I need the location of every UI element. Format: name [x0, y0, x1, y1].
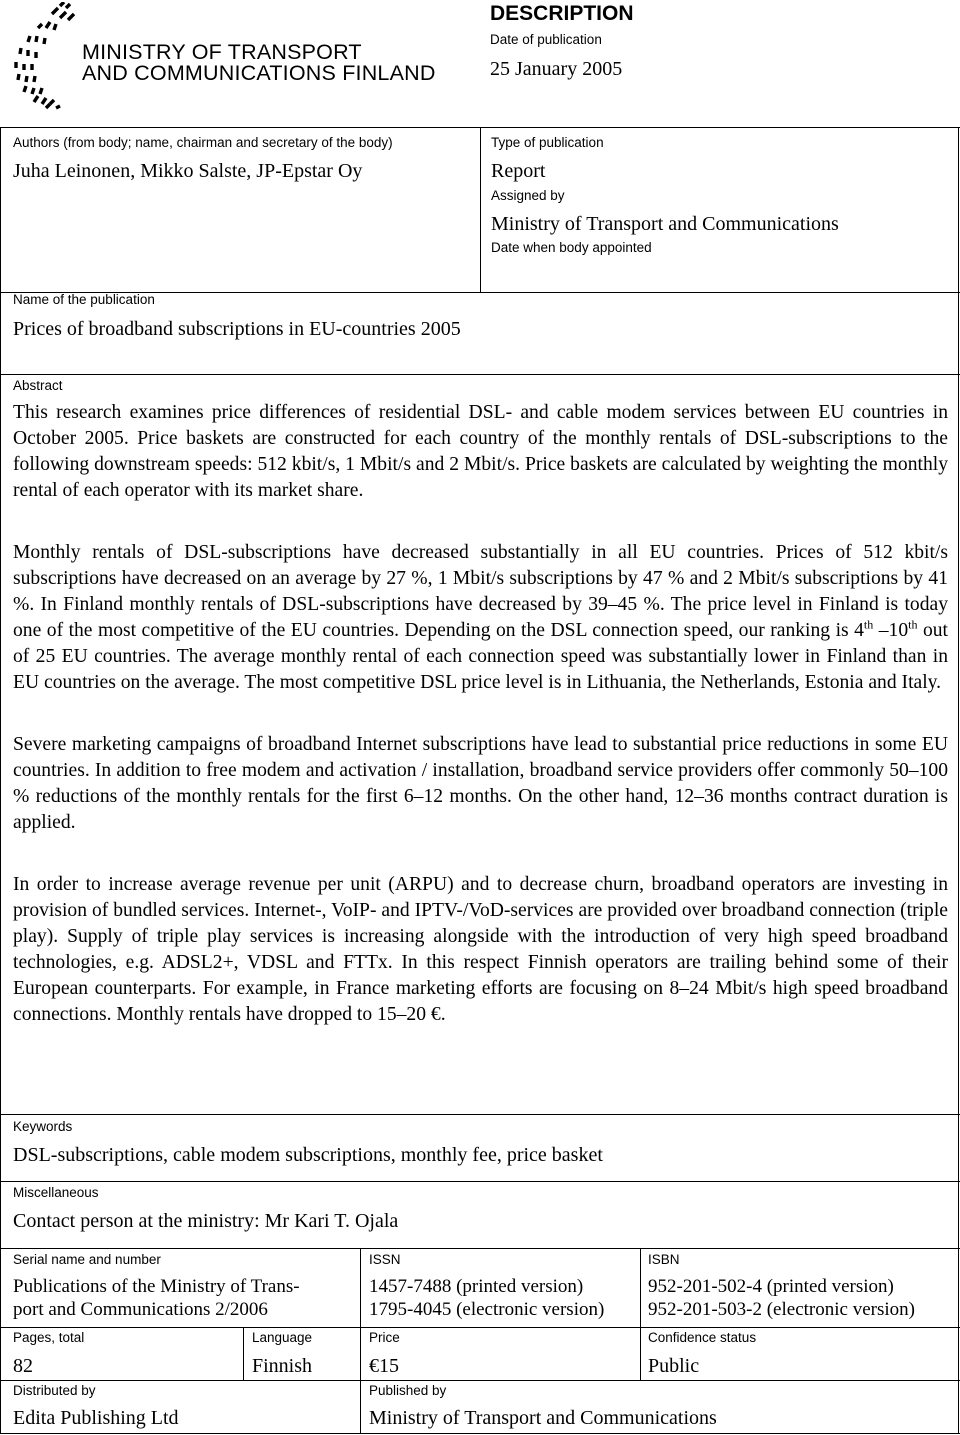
language-label: Language — [252, 1330, 313, 1345]
publication-name-label: Name of the publication — [13, 292, 155, 307]
abstract-paragraph-3: Severe marketing campaigns of broadband Internet subscriptions have lead to substantial price reductions in some EU countries. In addition to free modem and activation / installation, broadband service providers offer commonly 50–100 % reductions of the monthly rentals for the first 6–12 months. On the other hand, 12–36 months contract duration is applied. — [13, 734, 948, 833]
issn-value — [369, 1275, 604, 1321]
ordinal-suffix: th — [908, 617, 918, 632]
divider-misc — [0, 1181, 960, 1182]
abstract-paragraph-2-part-c: out of 25 EU countries. The average monthly rental of each connection speed was substantially lower in Finland than in EU countries on the average. The most competitive DSL price level is in Lithuania, the Netherlands, Estonia and Italy. — [13, 620, 948, 693]
abstract-paragraph-2-part-a: Monthly rentals of DSL-subscriptions have decreased substantially in all EU countries. Prices of 512 kbit/s subscriptions have decreased on an average by 27 %, 1 Mbit/s subscriptions by 47 % and 2 Mbit/s subscriptions by 41 %. In Finland monthly rentals of DSL-subscriptions have decreased by 39–45 %. The price level in Finland is today one of the most competitive of the EU countries. Depending on the DSL connection speed, our ranking is 4 — [13, 542, 948, 641]
price-value: €15 — [369, 1355, 399, 1377]
serial-value-line1: Publications of the Ministry of Trans- — [13, 1276, 300, 1297]
assigned-by-label: Assigned by — [491, 188, 565, 203]
issn-label: ISSN — [369, 1252, 401, 1267]
pages-label: Pages, total — [13, 1330, 85, 1345]
authors-label: Authors (from body; name, chairman and secretary of the body) — [13, 135, 393, 150]
isbn-printed: 952-201-502-4 (printed version) — [648, 1276, 894, 1297]
divider-col-issn — [360, 1248, 361, 1434]
date-appointed-label: Date when body appointed — [491, 240, 652, 255]
serial-value-line2: port and Communications 2/2006 — [13, 1299, 268, 1320]
date-of-publication-label: Date of publication — [490, 32, 602, 47]
keywords-value: DSL-subscriptions, cable modem subscriptions, monthly fee, price basket — [13, 1144, 603, 1166]
abstract-paragraph-4: In order to increase average revenue per unit (ARPU) and to decrease churn, broadband operators are investing in provision of bundled services. Internet-, VoIP- and IPTV-/VoD-services are provided over broadband connection (triple play). Supply of triple play services is increasing alongside with the introduction of very high speed broadband technologies, e.g. ADSL2+, VDSL and FTTx. In this respect Finnish operators are trailing behind some of their European counterparts. For example, in France marketing efforts are focusing on 8–24 Mbit/s high speed broadband connections. Monthly rentals have dropped to 15–20 €. — [13, 874, 948, 1025]
type-of-publication-label: Type of publication — [491, 135, 604, 150]
divider-col-language — [243, 1327, 244, 1380]
serial-value — [13, 1275, 300, 1321]
date-of-publication-value: 25 January 2005 — [490, 58, 623, 80]
miscellaneous-label: Miscellaneous — [13, 1185, 99, 1200]
frame-right — [958, 127, 959, 1434]
isbn-value — [648, 1275, 915, 1321]
abstract-label: Abstract — [13, 378, 63, 393]
ministry-name-line2: AND COMMUNICATIONS FINLAND — [82, 61, 436, 85]
divider-pages — [0, 1327, 960, 1328]
divider-col-isbn — [640, 1248, 641, 1380]
abstract-paragraph-1: This research examines price differences of residential DSL- and cable modem services between EU countries in October 2005. Price baskets are constructed for each country of the monthly rentals of DSL-subscriptions to the following downstream speeds: 512 kbit/s, 1 Mbit/s and 2 Mbit/s. Price baskets are calculated by weighting the monthly rental of each operator with its market share. — [13, 402, 948, 501]
divider-authors-type — [480, 127, 481, 292]
divider-keywords — [0, 1114, 960, 1115]
distributed-by-value: Edita Publishing Ltd — [13, 1407, 179, 1429]
assigned-by-value: Ministry of Transport and Communications — [491, 213, 839, 235]
issn-printed: 1457-7488 (printed version) — [369, 1276, 584, 1297]
keywords-label: Keywords — [13, 1119, 73, 1134]
divider-abstract — [0, 374, 960, 375]
distributed-by-label: Distributed by — [13, 1383, 96, 1398]
abstract-body — [13, 400, 948, 1028]
abstract-paragraph-2-part-b: –10 — [873, 620, 909, 641]
published-by-label: Published by — [369, 1383, 447, 1398]
authors-value: Juha Leinonen, Mikko Salste, JP-Epstar Oy — [13, 160, 363, 182]
publication-name-value: Prices of broadband subscriptions in EU-countries 2005 — [13, 318, 461, 340]
confidence-value: Public — [648, 1355, 700, 1377]
ordinal-suffix: th — [863, 617, 874, 632]
ministry-logo — [12, 2, 78, 110]
price-label: Price — [369, 1330, 400, 1345]
ministry-name-line1: MINISTRY OF TRANSPORT — [82, 40, 362, 64]
pages-value: 82 — [13, 1355, 33, 1377]
confidence-label: Confidence status — [648, 1330, 757, 1345]
published-by-value: Ministry of Transport and Communications — [369, 1407, 717, 1429]
ministry-name — [82, 42, 436, 84]
miscellaneous-value: Contact person at the ministry: Mr Kari T. Ojala — [13, 1210, 399, 1232]
divider-bottom — [0, 1433, 960, 1434]
language-value: Finnish — [252, 1355, 313, 1377]
divider-distributed — [0, 1380, 960, 1381]
isbn-electronic: 952-201-503-2 (electronic version) — [648, 1299, 915, 1320]
serial-label: Serial name and number — [13, 1252, 161, 1267]
divider-serial — [0, 1248, 960, 1249]
ministry-logo-icon — [12, 2, 78, 110]
doc-type-heading: DESCRIPTION — [490, 2, 634, 25]
issn-electronic: 1795-4045 (electronic version) — [369, 1299, 605, 1320]
abstract-paragraph-2 — [13, 540, 948, 696]
isbn-label: ISBN — [648, 1252, 680, 1267]
frame-left — [0, 127, 1, 1434]
type-of-publication-value: Report — [491, 160, 546, 182]
